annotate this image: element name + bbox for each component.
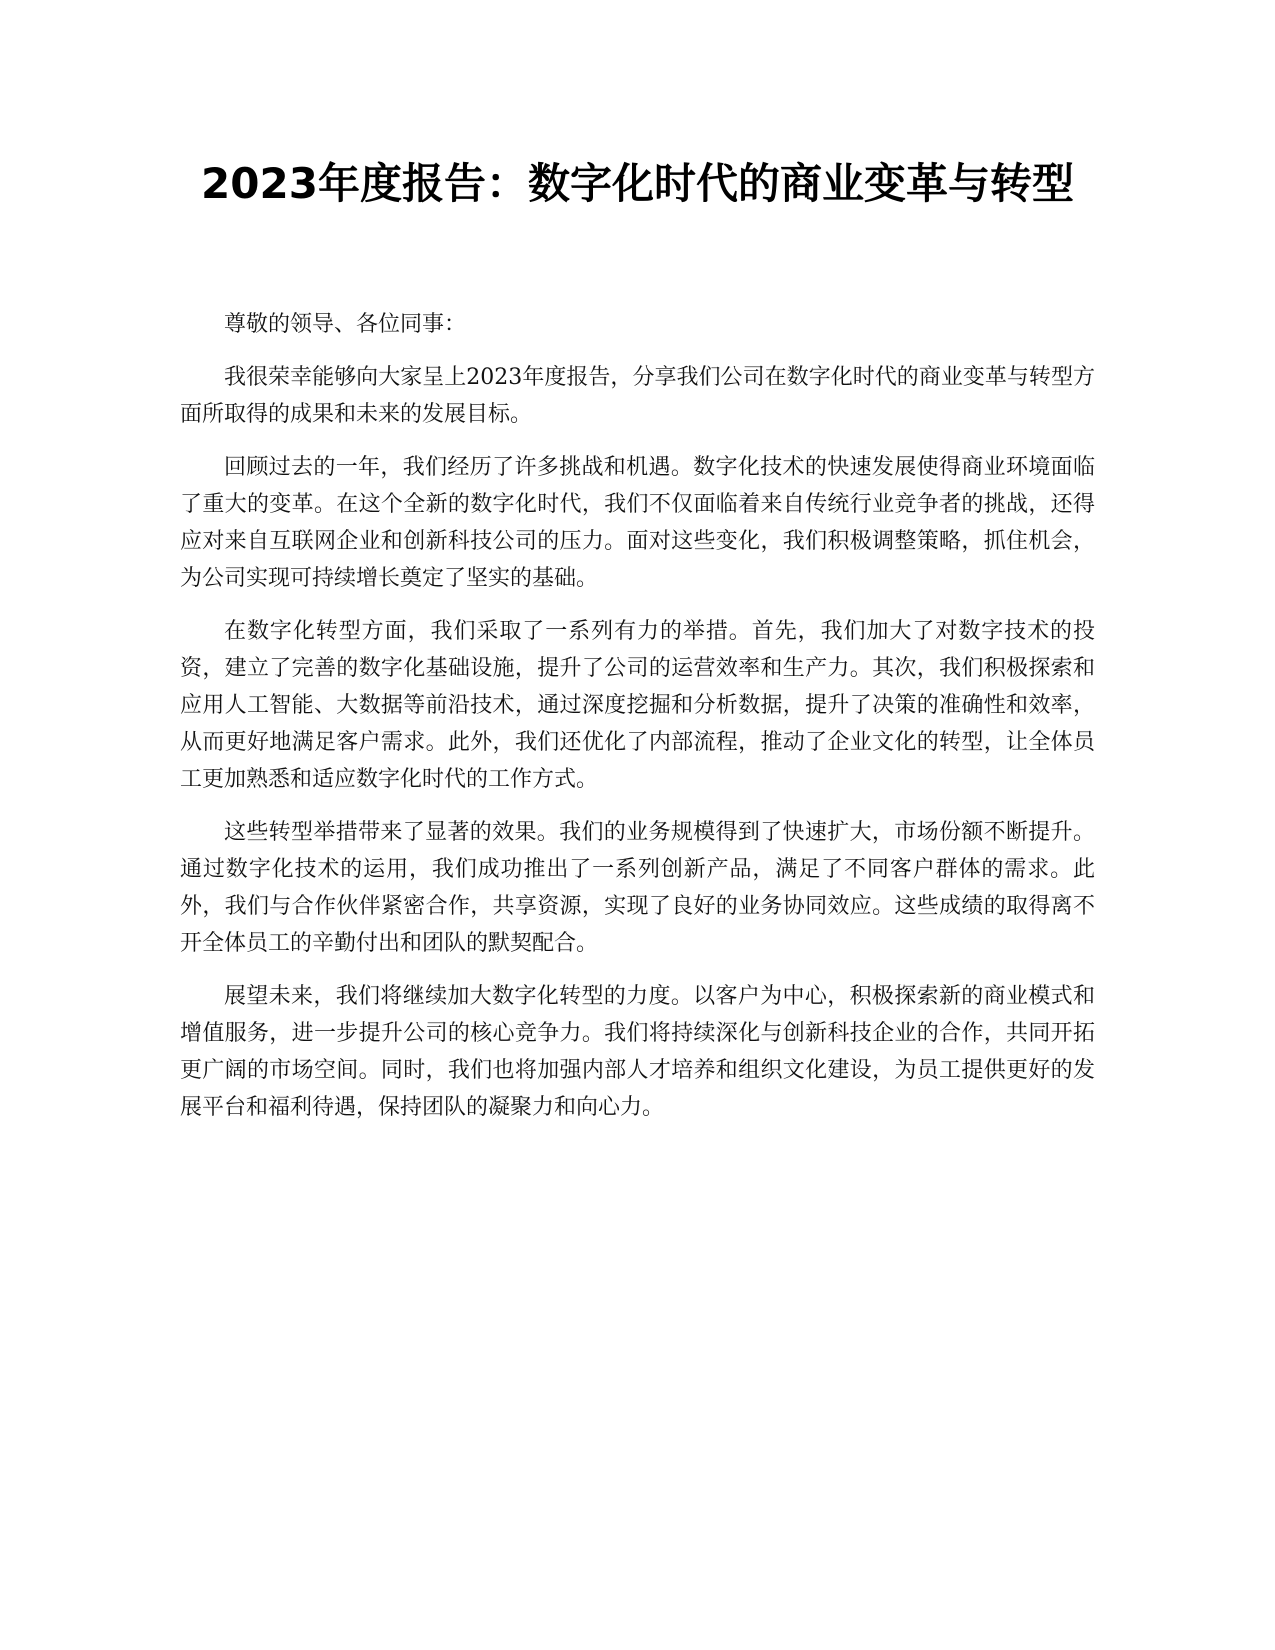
paragraph-intro: 我很荣幸能够向大家呈上2023年度报告，分享我们公司在数字化时代的商业变革与转型方面所取得的成果和未来的发展目标。 xyxy=(180,365,1095,427)
document-title: 2023年度报告：数字化时代的商业变革与转型 xyxy=(201,159,1074,208)
paragraph-results: 这些转型举措带来了显著的效果。我们的业务规模得到了快速扩大，市场份额不断提升。通过数字化技术的运用，我们成功推出了一系列创新产品，满足了不同客户群体的需求。此外，我们与合作伙伴紧密合作，共享资源，实现了良好的业务协同效应。这些成绩的取得离不开全体员工的辛勤付出和团队的默契配合。 xyxy=(180,820,1095,956)
paragraph-outlook: 展望未来，我们将继续加大数字化转型的力度。以客户为中心，积极探索新的商业模式和增值服务，进一步提升公司的核心竞争力。我们将持续深化与创新科技企业的合作，共同开拓更广阔的市场空间。同时，我们也将加强内部人才培养和组织文化建设，为员工提供更好的发展平台和福利待遇，保持团队的凝聚力和向心力。 xyxy=(180,984,1095,1120)
paragraph-review: 回顾过去的一年，我们经历了许多挑战和机遇。数字化技术的快速发展使得商业环境面临了重大的变革。在这个全新的数字化时代，我们不仅面临着来自传统行业竞争者的挑战，还得应对来自互联网企业和创新科技公司的压力。面对这些变化，我们积极调整策略，抓住机会，为公司实现可持续增长奠定了坚实的基础。 xyxy=(180,455,1095,591)
greeting: 尊敬的领导、各位同事： xyxy=(224,312,467,337)
paragraph-transformation: 在数字化转型方面，我们采取了一系列有力的举措。首先，我们加大了对数字技术的投资，建立了完善的数字化基础设施，提升了公司的运营效率和生产力。其次，我们积极探索和应用人工智能、大数据等前沿技术，通过深度挖掘和分析数据，提升了决策的准确性和效率，从而更好地满足客户需求。此外，我们还优化了内部流程，推动了企业文化的转型，让全体员工更加熟悉和适应数字化时代的工作方式。 xyxy=(180,619,1095,792)
document-body xyxy=(180,306,1095,1142)
